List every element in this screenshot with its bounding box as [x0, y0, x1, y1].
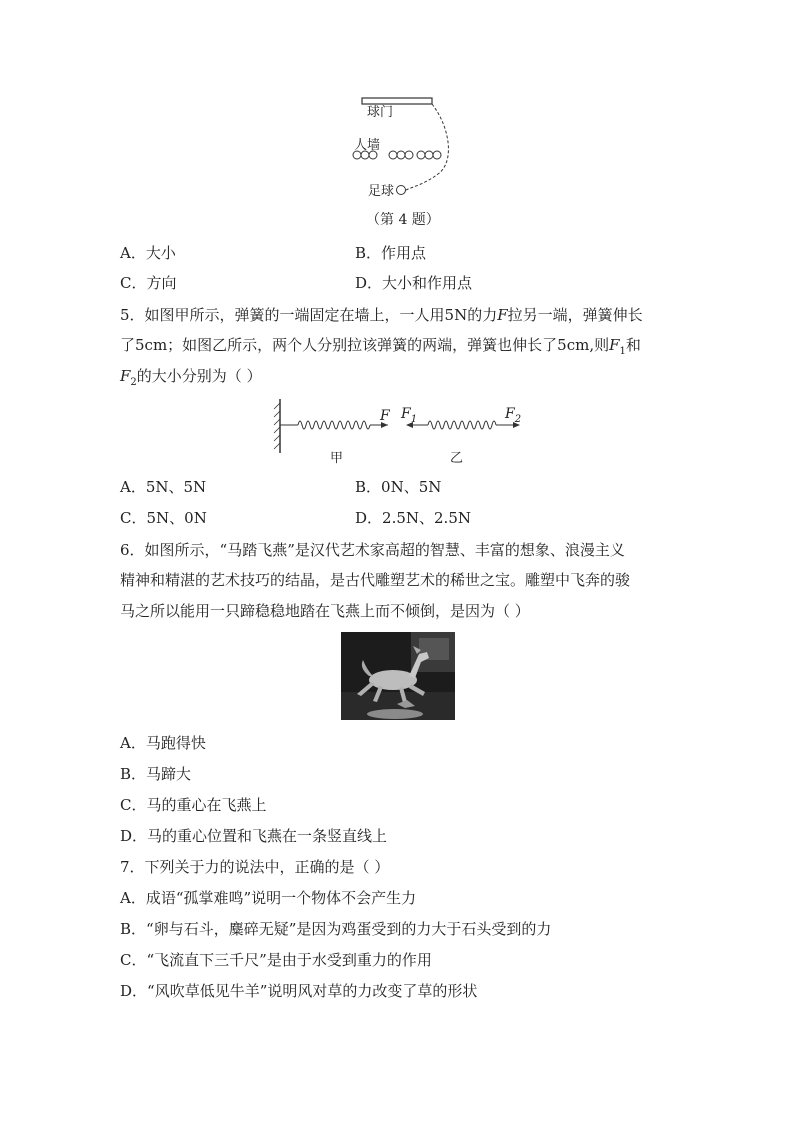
q6-option-d[interactable]: D．马的重心位置和飞燕在一条竖直线上	[120, 827, 388, 845]
q4-option-a[interactable]: A．大小	[120, 244, 176, 262]
label-jia: 甲	[330, 451, 344, 466]
q4-option-d[interactable]: D．大小和作用点	[355, 274, 473, 292]
q6-option-a[interactable]: A．马跑得快	[120, 734, 206, 752]
goal-label: 球门	[367, 105, 394, 120]
force-label-f1: $F_1$	[401, 406, 418, 425]
horse-statue-photo	[341, 632, 455, 720]
q6-stem-line-1: 6．如图所示，“马踏飞燕”是汉代艺术家高超的智慧、丰富的想象、浪漫主义	[120, 541, 625, 559]
spring-jia	[298, 421, 370, 429]
q5-spring-figure	[270, 397, 530, 457]
q5-option-d[interactable]: D．2.5N、2.5N	[355, 509, 471, 527]
q5-stem-line-3: $F_2$的大小分别为（ ）	[120, 367, 262, 388]
label-yi: 乙	[450, 451, 464, 466]
q6-option-c[interactable]: C．马的重心在飞燕上	[120, 796, 267, 814]
q7-option-b[interactable]: B．“卵与石斗，麋碎无疑”是因为鸡蛋受到的力大于石头受到的力	[120, 920, 552, 938]
q4-figure-caption: （第 4 题）	[366, 212, 440, 228]
q4-option-c[interactable]: C．方向	[120, 274, 177, 292]
q6-stem-line-3: 马之所以能用一只蹄稳稳地踏在飞燕上而不倾倒，是因为（ ）	[120, 602, 530, 620]
q7-stem: 7．下列关于力的说法中，正确的是（ ）	[120, 858, 390, 876]
wall-label: 人墙	[354, 138, 381, 153]
ball-trajectory	[406, 104, 448, 190]
spring-yi	[428, 421, 496, 429]
q5-option-c[interactable]: C．5N、0N	[120, 509, 207, 527]
q6-option-b[interactable]: B．马蹄大	[120, 765, 192, 783]
q6-stem-line-2: 精神和精湛的艺术技巧的结晶，是古代雕塑艺术的稀世之宝。雕塑中飞奔的骏	[120, 571, 631, 589]
q7-option-c[interactable]: C．“飞流直下三千尺”是由于水受到重力的作用	[120, 951, 432, 969]
q7-option-a[interactable]: A．成语“孤掌难鸣”说明一个物体不会产生力	[120, 889, 417, 907]
q5-stem-line-2: 了5cm；如图乙所示，两个人分别拉该弹簧的两端，弹簧也伸长了5cm,则$F_1$和	[120, 336, 641, 357]
q4-option-b[interactable]: B．作用点	[355, 244, 427, 262]
force-label-f: F	[380, 408, 390, 424]
ball-label: 足球	[368, 184, 395, 199]
q5-option-b[interactable]: B．0N、5N	[355, 478, 442, 496]
q5-stem-line-1: 5．如图甲所示，弹簧的一端固定在墙上，一人用5N的力F拉另一端，弹簧伸长	[120, 306, 643, 324]
q5-option-a[interactable]: A．5N、5N	[120, 478, 207, 496]
ball	[397, 186, 406, 195]
q7-option-d[interactable]: D．“风吹草低见牛羊”说明风对草的力改变了草的形状	[120, 982, 478, 1000]
force-label-f2: $F_2$	[505, 406, 522, 425]
